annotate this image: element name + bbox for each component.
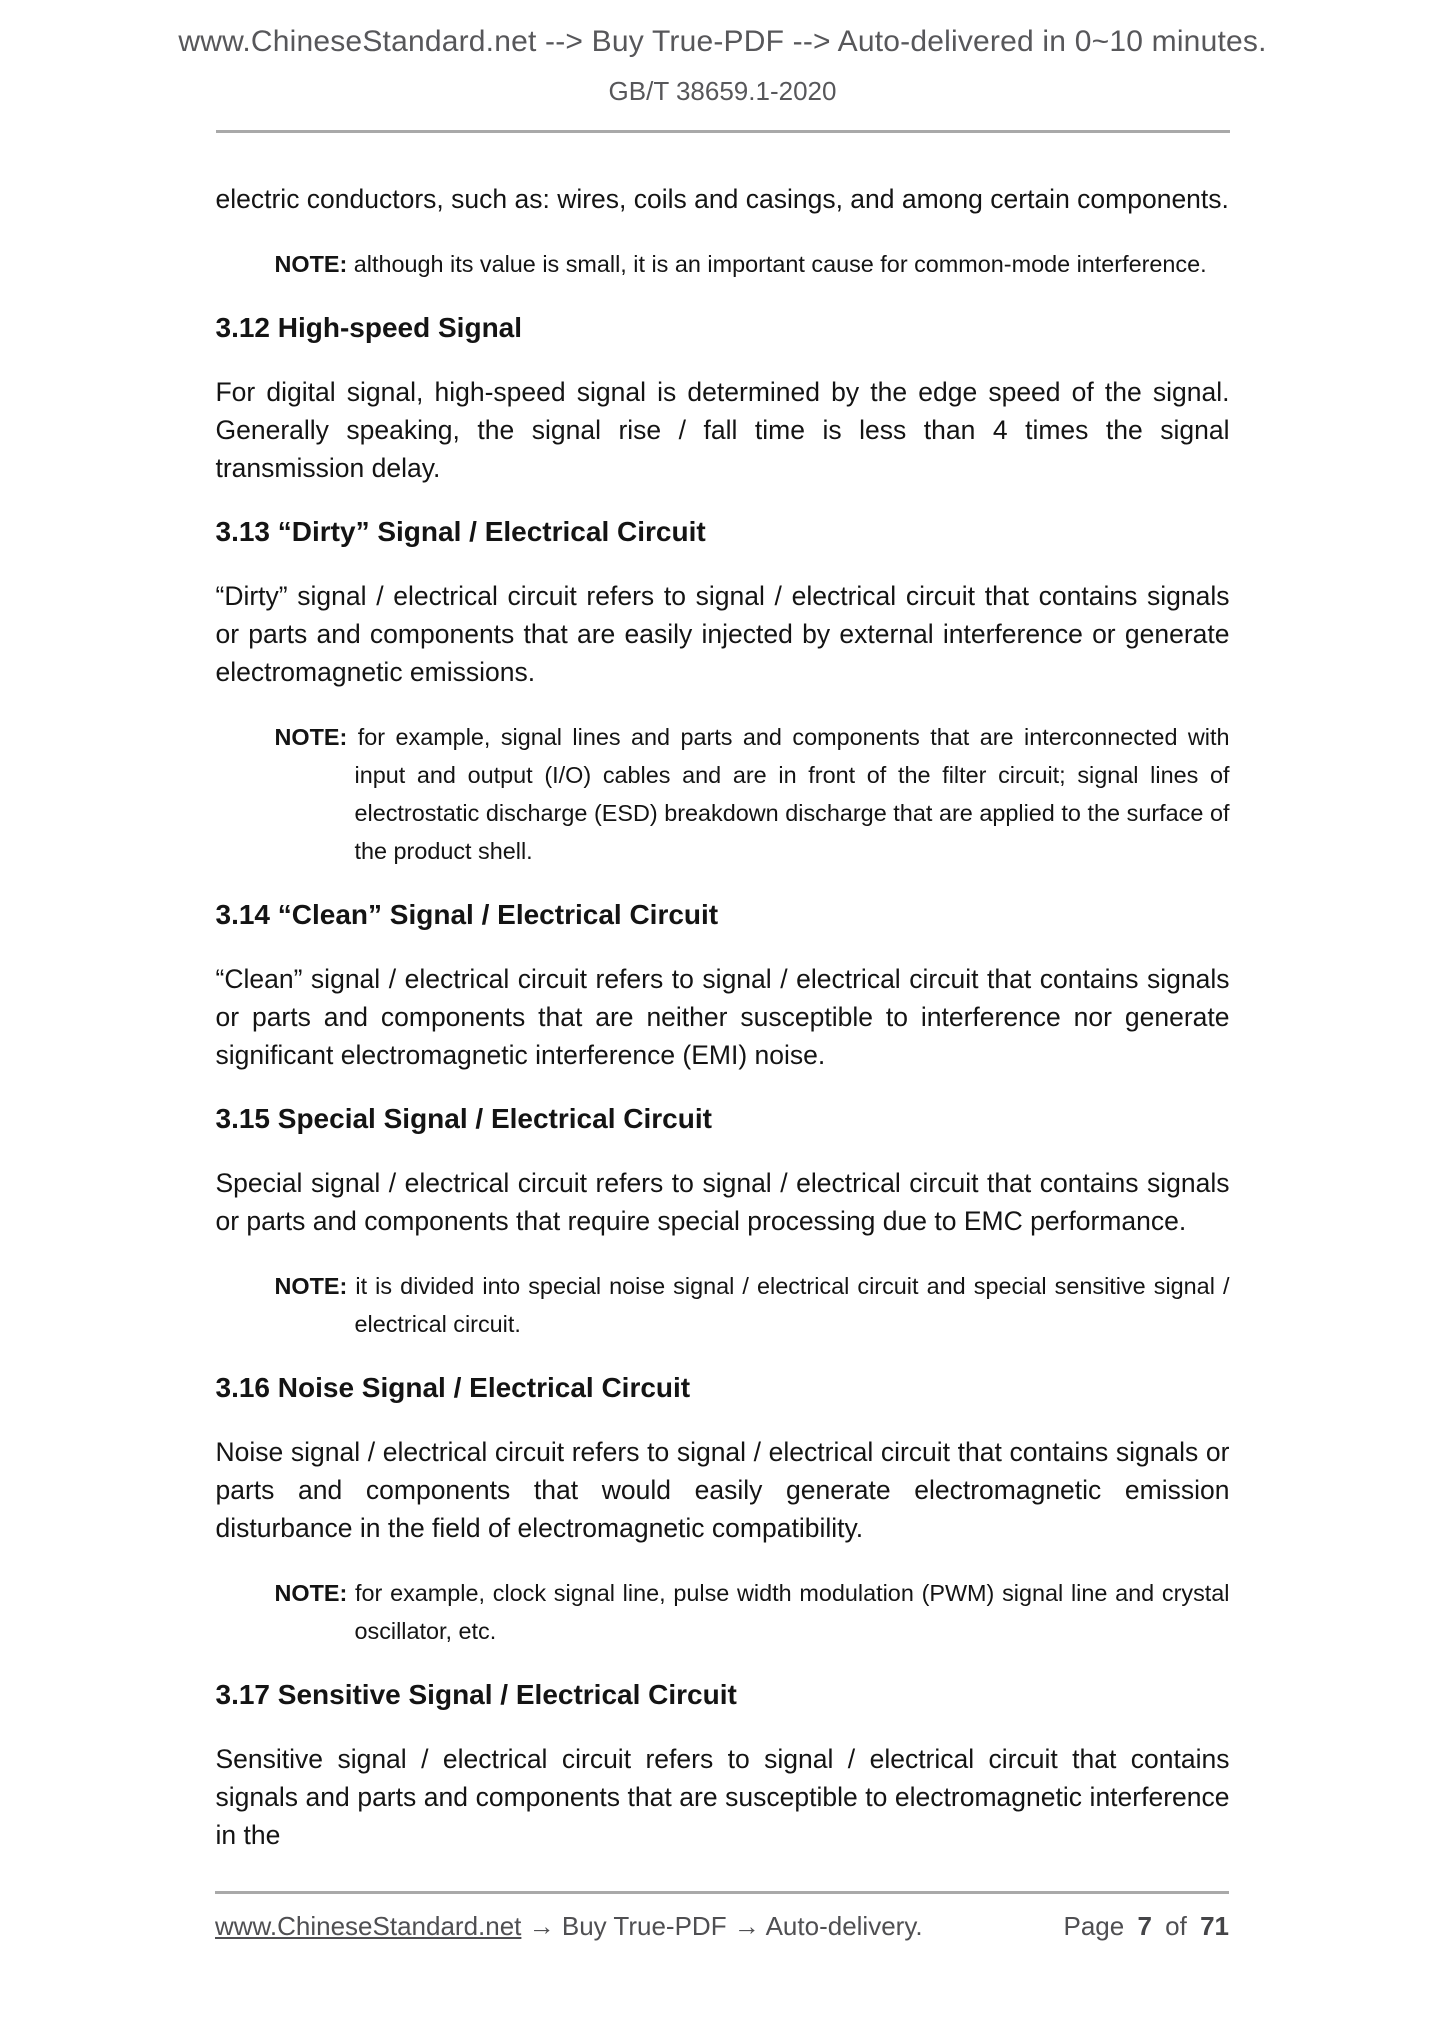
- footer-tagline: → Buy True-PDF → Auto-delivery.: [528, 1911, 923, 1941]
- page-number: 7: [1137, 1911, 1152, 1941]
- note: [275, 245, 1230, 283]
- page-header: [0, 0, 1445, 133]
- section-heading-3-16: 3.16 Noise Signal / Electrical Circuit: [215, 1372, 691, 1403]
- paragraph: Noise signal / electrical circuit refers to signal / electrical circuit that contains signals or parts and components that would easily generate electromagnetic emission disturbance in the field of electromagnetic compatibility.: [215, 1437, 1230, 1543]
- note-text: for example, clock signal line, pulse width modulation (PWM) signal line and crystal oscillator, etc.: [354, 1580, 1230, 1644]
- document-body: [216, 133, 1230, 1854]
- of-label: of: [1165, 1911, 1187, 1941]
- paragraph: “Clean” signal / electrical circuit refers to signal / electrical circuit that contains signals or parts and components that are neither susceptible to interference nor generate significant electromagnetic interference (EMI) noise.: [215, 964, 1230, 1070]
- section-heading-3-17: 3.17 Sensitive Signal / Electrical Circuit: [215, 1679, 737, 1710]
- note-label: NOTE:: [274, 1580, 348, 1606]
- note: [275, 1574, 1230, 1650]
- page-indicator: [1063, 1911, 1229, 1942]
- header-site-line: www.ChineseStandard.net --> Buy True-PDF --> Auto-delivered in 0~10 minutes.: [178, 25, 1267, 58]
- note-label: NOTE:: [274, 1273, 348, 1299]
- note: [275, 718, 1230, 870]
- paragraph: For digital signal, high-speed signal is determined by the edge speed of the signal. Generally speaking, the signal rise / fall time is less than 4 times the signal transmission delay.: [215, 377, 1230, 483]
- footer-row: [215, 1911, 1229, 1942]
- note-text: it is divided into special noise signal / electrical circuit and special sensitive signal / electrical circuit.: [354, 1273, 1230, 1337]
- paragraph: Special signal / electrical circuit refers to signal / electrical circuit that contains signals or parts and components that require special processing due to EMC performance.: [215, 1168, 1230, 1236]
- note: [275, 1267, 1230, 1343]
- page-footer: [215, 1891, 1229, 1942]
- paragraph: Sensitive signal / electrical circuit refers to signal / electrical circuit that contains signals and parts and components that are susceptible to electromagnetic interference in the: [215, 1744, 1230, 1850]
- total-pages: 71: [1200, 1911, 1229, 1941]
- standard-number: GB/T 38659.1-2020: [608, 76, 837, 106]
- section-heading-3-15: 3.15 Special Signal / Electrical Circuit: [215, 1103, 712, 1134]
- section-heading-3-12: 3.12 High-speed Signal: [215, 312, 523, 343]
- note-text: for example, signal lines and parts and components that are interconnected with input and output (I/O) cables and are in front of the filter circuit; signal lines of electrostatic discharge (ESD) breakdown discharge that are applied to the surface of the product shell.: [354, 724, 1230, 864]
- footer-left: [215, 1911, 923, 1942]
- paragraph: electric conductors, such as: wires, coils and casings, and among certain components.: [215, 184, 1229, 214]
- page-label: Page: [1063, 1911, 1125, 1941]
- footer-site-link[interactable]: www.ChineseStandard.net: [215, 1911, 522, 1941]
- paragraph: “Dirty” signal / electrical circuit refers to signal / electrical circuit that contains signals or parts and components that are easily injected by external interference or generate electromagnetic emissions.: [215, 581, 1230, 687]
- section-heading-3-13: 3.13 “Dirty” Signal / Electrical Circuit: [215, 516, 706, 547]
- note-label: NOTE:: [274, 251, 348, 277]
- footer-divider: [215, 1891, 1229, 1894]
- section-heading-3-14: 3.14 “Clean” Signal / Electrical Circuit: [215, 899, 719, 930]
- note-label: NOTE:: [274, 724, 348, 750]
- note-text: although its value is small, it is an important cause for common-mode interference.: [353, 251, 1207, 277]
